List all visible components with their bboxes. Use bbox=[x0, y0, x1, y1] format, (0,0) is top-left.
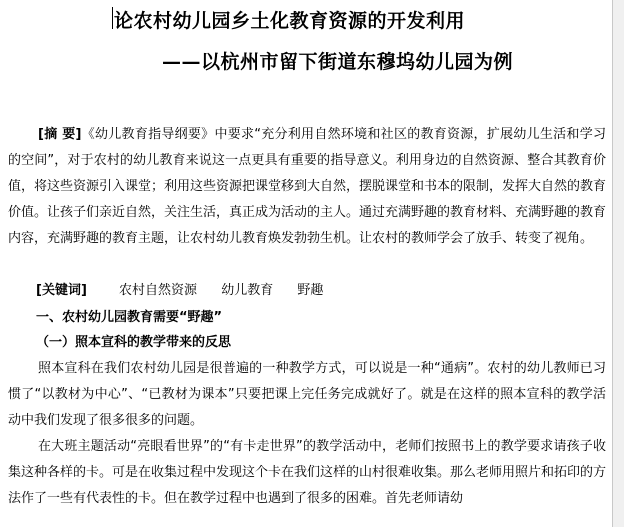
body-paragraph-1: 照本宣科在我们农村幼儿园是很普遍的一种教学方式，可以说是一种“通病”。农村的幼儿教师已习惯了“以教材为中心”、“已教材为课本”只要把课上完任务完成就好了。就是在这样的照本宣科的教学活动中我们发现了很多很多的问题。 bbox=[8, 361, 606, 428]
vertical-scrollbar[interactable] bbox=[612, 0, 624, 527]
text-cursor bbox=[112, 7, 113, 29]
keyword-item: 幼儿教育 bbox=[221, 283, 274, 298]
document-title: 论农村幼儿园乡土化教育资源的开发利用 bbox=[114, 10, 466, 32]
keywords-label: [关键词] bbox=[36, 283, 87, 298]
abstract-paragraph bbox=[8, 122, 606, 252]
keywords-line bbox=[36, 278, 343, 304]
keyword-item: 农村自然资源 bbox=[119, 283, 198, 298]
abstract-text: 《幼儿教育指导纲要》中要求“充分利用自然环境和社区的教育资源，扩展幼儿生活和学习的空间”，对于农村的幼儿教育来说这一点更具有重要的指导意义。利用身边的自然资源、整合其教育价值，将这些资源引入课堂；利用这些资源把课堂移到大自然，摆脱课堂和书本的限制，发挥大自然的教育价值。让孩子们亲近自然，关注生活，真正成为活动的主人。通过充满野趣的教育材料、充满野趣的教育内容，充满野趣的教育主题，让农村幼儿教育焕发勃勃生机。让农村的教师学会了放手、转变了视角。 bbox=[8, 127, 607, 246]
section-heading-1: 一、农村幼儿园教育需要“野趣” bbox=[36, 310, 223, 325]
abstract-label: [摘 要] bbox=[38, 127, 82, 142]
body-paragraph-2: 在大班主题活动“亮眼看世界”的“有卡走世界”的教学活动中，老师们按照书上的教学要求请孩子收集这种各样的卡。可是在收集过程中发现这个卡在我们这样的山村很难收集。那么老师用照片和拓印的方法作了一些有代表性的卡。但在教学过程中也遇到了很多的困难。首先老师请幼 bbox=[8, 439, 607, 506]
subsection-heading-1: （一）照本宣科的教学带来的反思 bbox=[36, 335, 232, 350]
keyword-item: 野趣 bbox=[297, 283, 324, 298]
document-subtitle: ——以杭州市留下街道东穆坞幼儿园为例 bbox=[162, 51, 514, 73]
